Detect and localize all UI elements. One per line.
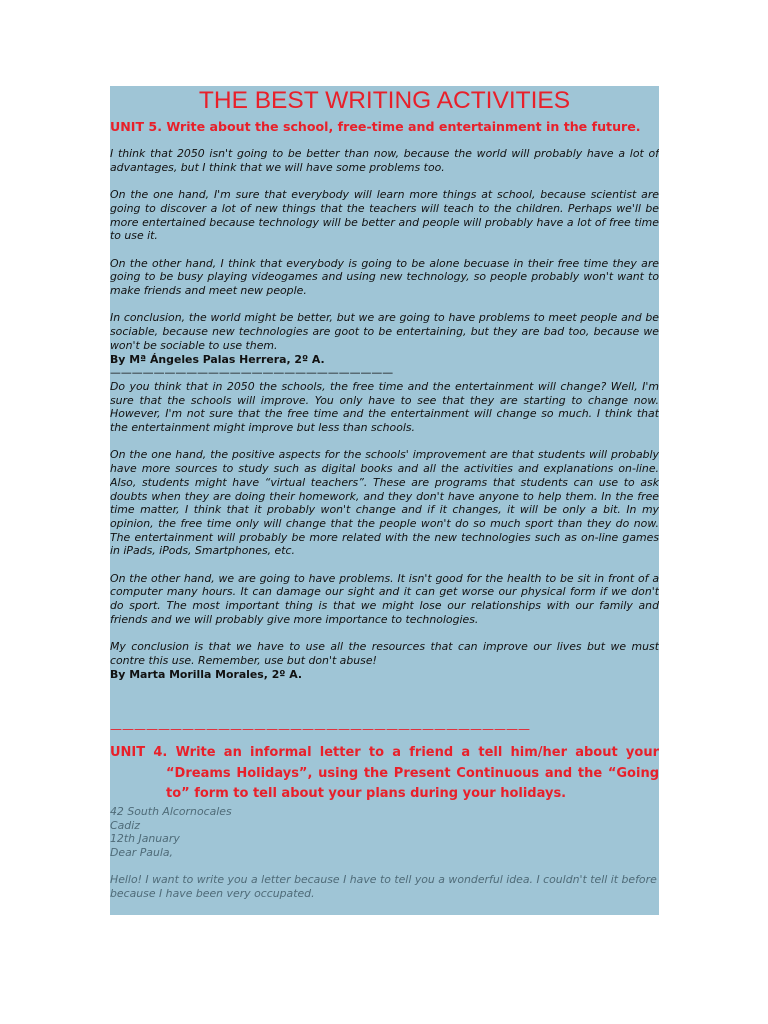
- essay-2-paragraph: On the other hand, we are going to have problems. It isn't good for the health to be sit in front of a computer many hours. It can damage our sight and it can get worse our physical form if we don't do sport. The most important thing is that we might lose our relationships with our family and friends and we will probably give more importance to technologies.: [110, 571, 659, 626]
- essay-1-paragraph: I think that 2050 isn't going to be better than now, because the world will probably have a lot of advantages, but I think that we will have some problems too.: [110, 147, 659, 174]
- essay-1-paragraph: On the other hand, I think that everybody is going to be alone becuase in their free time they are going to be busy playing videogames and using new technology, so people probably won't want to make friends and meet new people.: [110, 256, 659, 297]
- letter-blank-line: [110, 860, 659, 874]
- essay-separator: ——————————————————————————: [110, 366, 394, 380]
- unit5-heading: UNIT 5. Write about the school, free-time and entertainment in the future.: [110, 119, 641, 134]
- unit4-heading-line: to” form to tell about your plans during your holidays.: [166, 786, 567, 802]
- essay-1-paragraph: In conclusion, the world might be better, but we are going to have problems to meet people and be sociable, because new technologies are goot to be entertaining, but they are bad too, because we won't be sociable to use them.: [110, 311, 659, 352]
- essay-1-author: By Mª Ángeles Palas Herrera, 2º A.: [110, 352, 325, 366]
- essay-2-paragraph: On the one hand, the positive aspects for the schools' improvement are that students will probably have more sources to study such as digital books and all the activities and explanations on-line. Also, students might have “virtual teachers”. These are programs that students can use to ask doubts when they are doing their homework, and they don't have anyone to help them. In the free time matter, I think that it probably won't change and if it changes, it will be only a bit. In my opinion, the free time only will change that the people won't do so much sport than they do now. The entertainment will probably be more related with the new technologies such as on-line games in iPads, iPods, Smartphones, etc.: [110, 448, 659, 558]
- essay-2-author: By Marta Morilla Morales, 2º A.: [110, 667, 302, 681]
- letter-city: Cadiz: [110, 818, 140, 832]
- letter-greeting: Dear Paula,: [110, 845, 174, 859]
- section-separator: ———————————————————————————————————: [110, 722, 530, 737]
- page-title: THE BEST WRITING ACTIVITIES: [198, 87, 571, 114]
- unit4-heading: [110, 743, 659, 805]
- unit4-heading-line: “Dreams Holidays”, using the Present Continuous and the “Going: [166, 765, 659, 781]
- letter-address: 42 South Alcornocales: [110, 804, 232, 818]
- sample-letter: [110, 805, 659, 901]
- letter-date: 12th January: [110, 832, 180, 846]
- essay-1-paragraph: On the one hand, I'm sure that everybody will learn more things at school, because scientist are going to discover a lot of new things that the teachers will teach to the children. Perhaps we'll be more entertained because technology will be better and people will probably have a lot of free time to use it.: [110, 188, 659, 243]
- essay-1: [110, 147, 659, 380]
- letter-body: Hello! I want to write you a letter because I have to tell you a wonderful idea. I couldn't tell it before because I have been very occupated.: [110, 873, 657, 901]
- document-page: [110, 86, 659, 915]
- unit4-heading-line: UNIT 4. Write an informal letter to a friend a tell him/her about your: [110, 745, 659, 761]
- essay-2-paragraph: My conclusion is that we have to use all the resources that can improve our lives but we must contre this use. Remember, use but don't abuse!: [110, 640, 659, 667]
- essay-2-paragraph: Do you think that in 2050 the schools, the free time and the entertainment will change? Well, I'm sure that the schools will improve. You only have to see that they are starting to change now. However, I'm not sure that the free time and the entertainment will change so much. I think that the entertainment might improve but less than schools.: [110, 379, 659, 434]
- essay-2: [110, 380, 659, 681]
- section-gap: [110, 681, 659, 722]
